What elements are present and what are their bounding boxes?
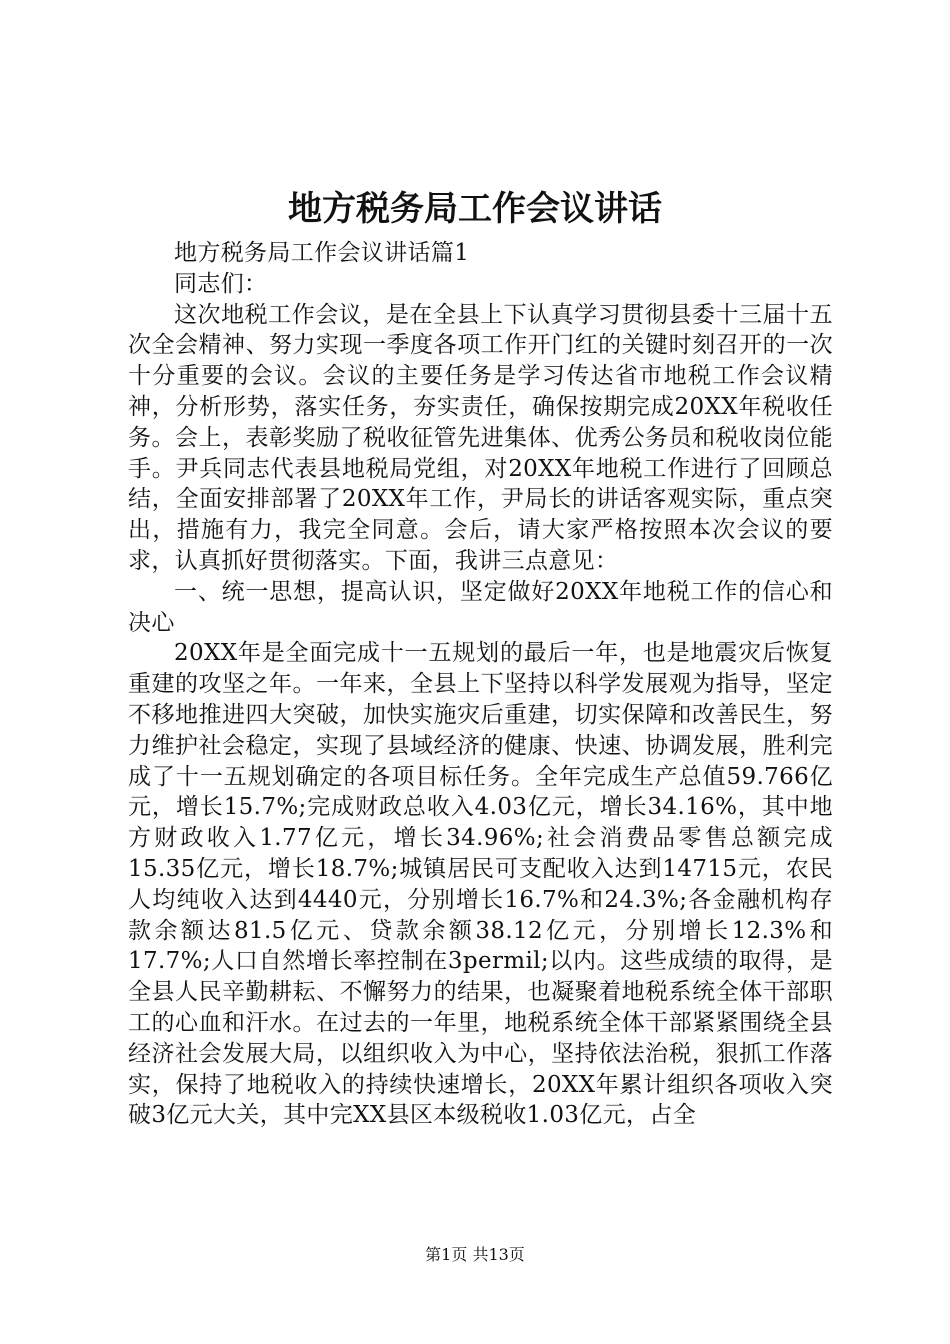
subtitle-paragraph: 地方税务局工作会议讲话篇1 [174,240,470,266]
intro-paragraph: 这次地税工作会议，是在全县上下认真学习贯彻县委十三届十五次全会精神、努力实现一季度各项工作开门红的关键时刻召开的一次十分重要的会议。会议的主要任务是学习传达省市地税工作会议精神，分析形势，落实任务，夯实责任，确保按期完成20XX年税收任务。会上，表彰奖励了税收征管先进集体、优秀公务员和税收岗位能手。尹兵同志代表县地税局党组，对20XX年地税工作进行了回顾总结，全面安排部署了20XX年工作，尹局长的讲话客观实际，重点突出，措施有力，我完全同意。会后，请大家严格按照本次会议的要求，认真抓好贯彻落实。下面，我讲三点意见： [128,301,833,574]
document-body [128,238,833,1131]
section-heading-paragraph: 一、统一思想，提高认识，坚定做好20XX年地税工作的信心和决心 [128,578,833,636]
document-title: 地方税务局工作会议讲话 [288,189,662,229]
review-paragraph: 20XX年是全面完成十一五规划的最后一年，也是地震灾后恢复重建的攻坚之年。一年来，全县上下坚持以科学发展观为指导，坚定不移地推进四大突破，加快实施灾后重建，切实保障和改善民生，努力维护社会稳定，实现了县域经济的健康、快速、协调发展，胜利完成了十一五规划确定的各项目标任务。全年完成生产总值59.766亿元，增长15.7%;完成财政总收入4.03亿元，增长34.16%，其中地方财政收入1.77亿元，增长34.96%;社会消费品零售总额完成15.35亿元，增长18.7%;城镇居民可支配收入达到14715元，农民人均纯收入达到4440元，分别增长16.7%和24.3%;各金融机构存款余额达81.5亿元、贷款余额38.12亿元，分别增长12.3%和17.7%;人口自然增长率控制在3permil;以内。这些成绩的取得，是全县人民辛勤耕耘、不懈努力的结果，也凝聚着地税系统全体干部职工的心血和汗水。在过去的一年里，地税系统全体干部紧紧围绕全县经济社会发展大局，以组织收入为中心，坚持依法治税，狠抓工作落实，保持了地税收入的持续快速增长，20XX年累计组织各项收入突破3亿元大关，其中完XX县区本级税收1.03亿元，占全 [128,640,833,1129]
salutation-paragraph: 同志们： [174,270,268,297]
page-number-footer: 第1页 共13页 [425,1245,525,1264]
